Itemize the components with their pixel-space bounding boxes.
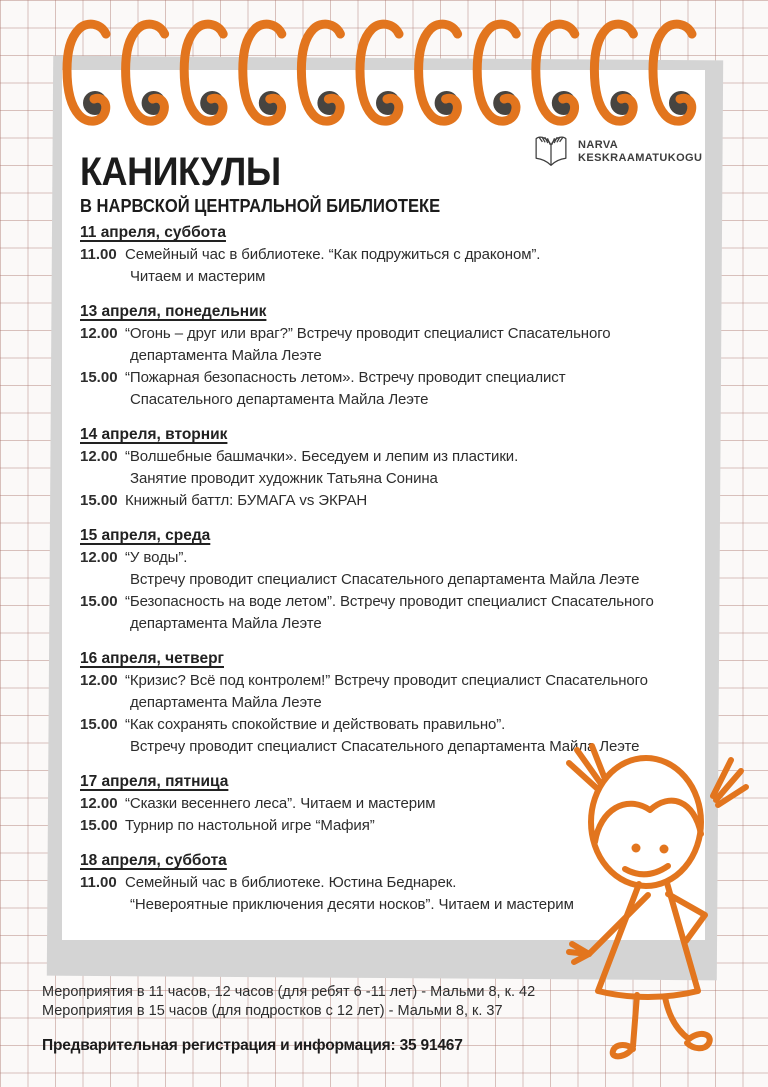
event-row — [80, 815, 691, 837]
schedule-section — [80, 648, 691, 758]
event-description-line: Книжный баттл: БУМАГА vs ЭКРАН — [125, 492, 368, 509]
event-description — [125, 446, 691, 490]
event-description — [125, 547, 691, 591]
section-date: 15 апреля, среда — [80, 527, 211, 544]
event-description-line: “Безопасность на воде летом”. Встречу проводит специалист Спасательного — [125, 593, 654, 610]
event-row — [80, 793, 691, 815]
schedule-section — [80, 771, 691, 837]
event-time: 15.00 — [80, 817, 118, 834]
paper-sheet — [62, 70, 705, 940]
event-time: 15.00 — [80, 369, 118, 386]
event-time: 15.00 — [80, 593, 118, 610]
event-description-line: Встречу проводит специалист Спасательного департамента Майла Леэте — [130, 738, 640, 755]
poster-subtitle: В НАРВСКОЙ ЦЕНТРАЛЬНОЙ БИБЛИОТЕКЕ — [80, 196, 441, 216]
section-date: 11 апреля, суббота — [80, 224, 226, 241]
event-row — [80, 714, 691, 758]
event-description-line: “Пожарная безопасность летом». Встречу проводит специалист — [125, 369, 566, 386]
section-date: 14 апреля, вторник — [80, 426, 228, 443]
event-description-line: Семейный час в библиотеке. “Как подружиться с драконом”. — [125, 246, 541, 263]
event-description — [125, 591, 691, 635]
event-description — [125, 244, 691, 288]
event-description-line: “Сказки весеннего леса”. Читаем и мастерим — [125, 795, 436, 812]
event-description-line: “Огонь – друг или враг?” Встречу проводит специалист Спасательного — [125, 325, 611, 342]
section-date: 17 апреля, пятница — [80, 773, 229, 790]
event-description-line: департамента Майла Леэте — [130, 615, 322, 632]
event-time: 12.00 — [80, 325, 118, 342]
logo-line2: KESKRAAMATUKOGU — [578, 152, 703, 164]
event-description — [125, 670, 691, 714]
event-description-line: “Невероятные приключения десяти носков”. Читаем и мастерим — [130, 896, 574, 913]
registration-info: Предварительная регистрация и информация: 35 91467 — [42, 1037, 463, 1054]
event-row — [80, 591, 691, 635]
event-time: 15.00 — [80, 492, 118, 509]
event-description-line: “У воды”. — [125, 549, 188, 566]
footer-line1: Мероприятия в 11 часов, 12 часов (для ребят 6 -11 лет) - Мальми 8, к. 42 — [42, 984, 536, 1000]
logo-line1: NARVA — [578, 139, 619, 151]
schedule-section — [80, 424, 691, 512]
section-date: 13 апреля, понедельник — [80, 303, 267, 320]
event-description — [125, 793, 691, 815]
schedule-section — [80, 525, 691, 635]
event-time: 12.00 — [80, 795, 118, 812]
event-description-line: Занятие проводит художник Татьяна Сонина — [130, 470, 438, 487]
open-book-icon — [533, 134, 569, 170]
event-description-line: “Кризис? Всё под контролем!” Встречу проводит специалист Спасательного — [125, 672, 648, 689]
section-date: 18 апреля, суббота — [80, 852, 227, 869]
event-description-line: Спасательного департамента Майла Леэте — [130, 391, 429, 408]
event-row — [80, 490, 691, 512]
event-time: 11.00 — [80, 246, 117, 263]
event-description — [125, 367, 691, 411]
event-description — [125, 815, 691, 837]
event-description — [125, 323, 691, 367]
footer — [42, 983, 535, 1056]
event-description-line: “Как сохранять спокойствие и действовать правильно”. — [125, 716, 506, 733]
library-logo — [533, 134, 702, 170]
poster-title: КАНИКУЛЫ — [80, 150, 281, 194]
event-description-line: Семейный час в библиотеке. Юстина Беднарек. — [125, 874, 457, 891]
event-description-line: Турнир по настольной игре “Мафия” — [125, 817, 375, 834]
event-time: 12.00 — [80, 448, 118, 465]
event-time: 12.00 — [80, 672, 118, 689]
event-row — [80, 367, 691, 411]
event-time: 15.00 — [80, 716, 118, 733]
event-description-line: “Волшебные башмачки». Беседуем и лепим из пластики. — [125, 448, 519, 465]
event-description — [125, 490, 691, 512]
event-description-line: Читаем и мастерим — [130, 268, 266, 285]
event-row — [80, 547, 691, 591]
section-date: 16 апреля, четверг — [80, 650, 224, 667]
event-description-line: департамента Майла Леэте — [130, 347, 322, 364]
event-row — [80, 872, 691, 916]
event-row — [80, 446, 691, 490]
event-row — [80, 323, 691, 367]
schedule-section — [80, 301, 691, 411]
event-row — [80, 670, 691, 714]
event-description-line: Встречу проводит специалист Спасательного департамента Майла Леэте — [130, 571, 640, 588]
logo-text — [578, 139, 702, 165]
event-description — [125, 872, 691, 916]
schedule — [80, 222, 691, 929]
event-time: 12.00 — [80, 549, 118, 566]
schedule-section — [80, 850, 691, 916]
schedule-section — [80, 222, 691, 288]
event-row — [80, 244, 691, 288]
event-time: 11.00 — [80, 874, 117, 891]
footer-line2: Мероприятия в 15 часов (для подростков с 12 лет) - Мальми 8, к. 37 — [42, 1002, 503, 1019]
event-description — [125, 714, 691, 758]
event-description-line: департамента Майла Леэте — [130, 694, 322, 711]
